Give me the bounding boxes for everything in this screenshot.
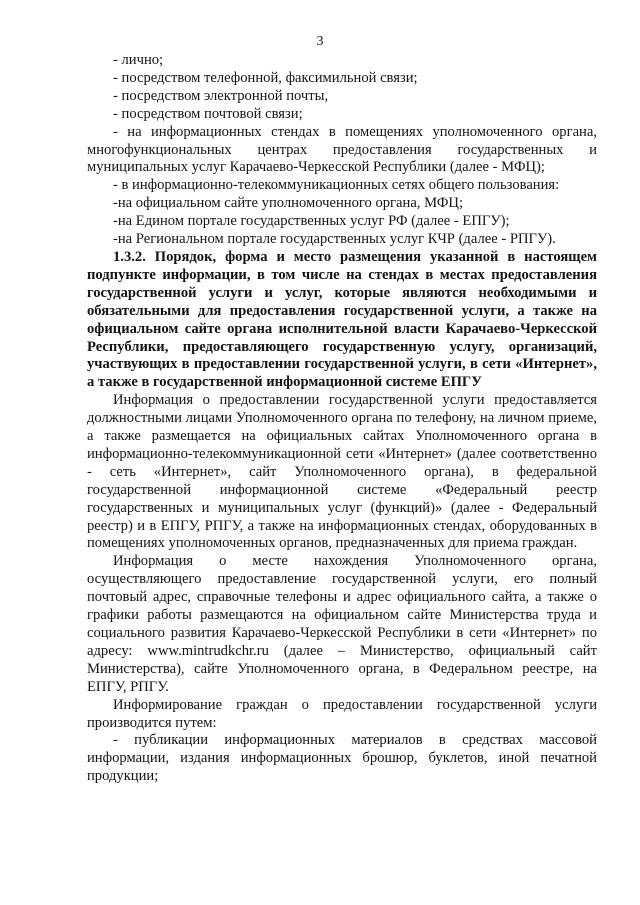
list-item: - на информационных стендах в помещениях уполномоченного органа, многофункциональных центрах предоставления государственных и муниципальных услуг Карачаево-Черкесской Республики (далее - МФЦ); [87,123,597,176]
list-item: - посредством телефонной, факсимильной связи; [113,69,418,86]
list-item: -на Едином портале государственных услуг РФ (далее - ЕПГУ); [113,213,510,230]
list-item: -на Региональном портале государственных услуг КЧР (далее - РПГУ). [113,231,556,248]
list-item: - лично; [113,52,164,68]
paragraph: Информация о предоставлении государственной услуги предоставляется должностными лицами Уполномоченного органа по телефону, на личном приеме, а также размещается на официальных сайтах Уполномоченного органа в информационно-телекоммуникационной сети «Интернет» (далее соответственно - сеть «Интернет», сайт Уполномоченного органа), в федеральной государственной информационной системе «Федеральный реестр государственных и муниципальных услуг (функций)» (далее - Федеральный реестр) и в ЕПГУ, РПГУ, а также на информационных стендах, оборудованных в помещениях уполномоченных органов, предназначенных для приема граждан. [87,392,597,552]
list-item: -на официальном сайте уполномоченного органа, МФЦ; [113,195,464,212]
list-item: - в информационно-телекоммуникационных сетях общего пользования: [113,177,560,194]
list-item: - посредством электронной почты, [113,87,329,104]
list-item: - посредством почтовой связи; [113,105,303,122]
channel-list [87,52,597,249]
section-heading: 1.3.2. Порядок, форма и место размещения указанной в настоящем подпункте информации, в том числе на стендах в местах предоставления государственной услуги и услуг, которые являются необходимыми и обязательными для предоставления государственной услуги, а также на официальном сайте органа исполнительной власти Карачаево-Черкесской Республики, предоставляющего государственную услугу, организаций, участвующих в предоставлении государственной услуги, в сети «Интернет», а также в государственной информационной системе ЕПГУ [87,248,597,391]
paragraph: Информация о месте нахождения Уполномоченного органа, осуществляющего предоставление государственной услуги, его полный почтовый адрес, справочные телефоны и адрес официального сайта, а также о графики работы размещаются на официальном сайте Министерства труда и социального развития Карачаево-Черкесской Республики в сети «Интернет» по адресу: www.mintrudkchr.ru (далее – Министерство, официальный сайт Министерства), сайте Уполномоченного органа, в Федеральном реестре, на ЕПГУ, РПГУ. [87,553,597,695]
paragraph: - публикации информационных материалов в средствах массовой информации, издания информационных брошюр, буклетов, иной печатной продукции; [87,732,597,785]
document-body [87,52,597,786]
paragraph: Информирование граждан о предоставлении государственной услуги производится путем: [87,696,597,731]
page-number: 3 [316,34,324,49]
